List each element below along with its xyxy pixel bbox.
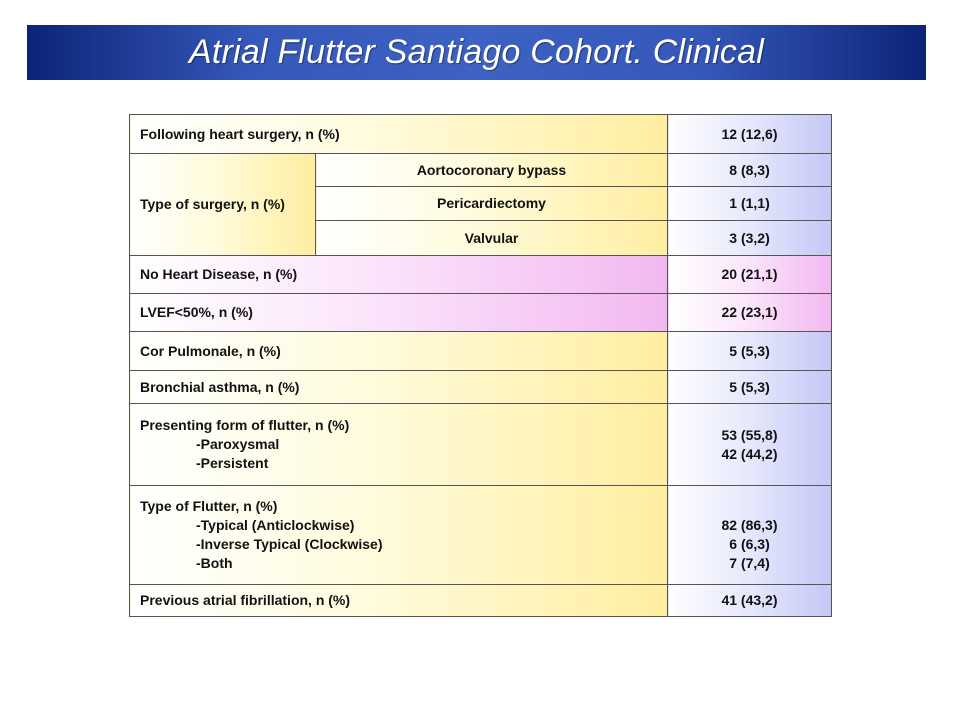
- row-label: No Heart Disease, n (%): [130, 256, 668, 294]
- row-label: Bronchial asthma, n (%): [130, 371, 668, 404]
- row-value: 8 (8,3): [668, 154, 832, 187]
- table-row: [130, 404, 832, 486]
- page-title: Atrial Flutter Santiago Cohort. Clinical: [189, 33, 764, 71]
- group-item-value: 82 (86,3): [721, 516, 778, 533]
- row-label: Following heart surgery, n (%): [130, 115, 668, 154]
- row-label: Cor Pulmonale, n (%): [130, 332, 668, 371]
- title-bar: [27, 25, 926, 80]
- row-value: 3 (3,2): [668, 221, 832, 256]
- group-item-value: 42 (44,2): [721, 445, 778, 462]
- row-value: 22 (23,1): [668, 294, 832, 332]
- table-row: [130, 332, 832, 371]
- sub-row-label: Pericardiectomy: [316, 187, 668, 221]
- group-heading: Type of Flutter, n (%): [140, 498, 278, 514]
- table-row: [130, 585, 832, 617]
- clinical-table: [129, 114, 832, 617]
- row-label: Type of surgery, n (%): [130, 154, 316, 256]
- table-row: [130, 294, 832, 332]
- group-item-value: 53 (55,8): [721, 426, 778, 443]
- group-item-label: -Both: [196, 555, 233, 571]
- table-row: [130, 371, 832, 404]
- sub-row-label: Valvular: [316, 221, 668, 256]
- table-row: [130, 256, 832, 294]
- row-label: [130, 404, 668, 486]
- group-item-label: -Inverse Typical (Clockwise): [196, 536, 383, 552]
- row-value: 20 (21,1): [668, 256, 832, 294]
- group-item-value: 6 (6,3): [729, 535, 770, 552]
- row-value: [668, 404, 832, 486]
- row-label: Previous atrial fibrillation, n (%): [130, 585, 668, 617]
- row-value: 5 (5,3): [668, 332, 832, 371]
- row-value: 5 (5,3): [668, 371, 832, 404]
- group-heading: Presenting form of flutter, n (%): [140, 417, 350, 433]
- row-value: 1 (1,1): [668, 187, 832, 221]
- sub-row-label: Aortocoronary bypass: [316, 154, 668, 187]
- group-item-value: 7 (7,4): [729, 554, 770, 571]
- row-label: [130, 486, 668, 585]
- row-value: [668, 486, 832, 585]
- group-item-label: -Persistent: [196, 455, 269, 471]
- row-value: 41 (43,2): [668, 585, 832, 617]
- row-value: 12 (12,6): [668, 115, 832, 154]
- group-item-label: -Typical (Anticlockwise): [196, 517, 355, 533]
- row-label: LVEF<50%, n (%): [130, 294, 668, 332]
- table-row: [130, 486, 832, 585]
- table-row: [130, 154, 832, 187]
- table-row: [130, 115, 832, 154]
- group-item-label: -Paroxysmal: [196, 436, 280, 452]
